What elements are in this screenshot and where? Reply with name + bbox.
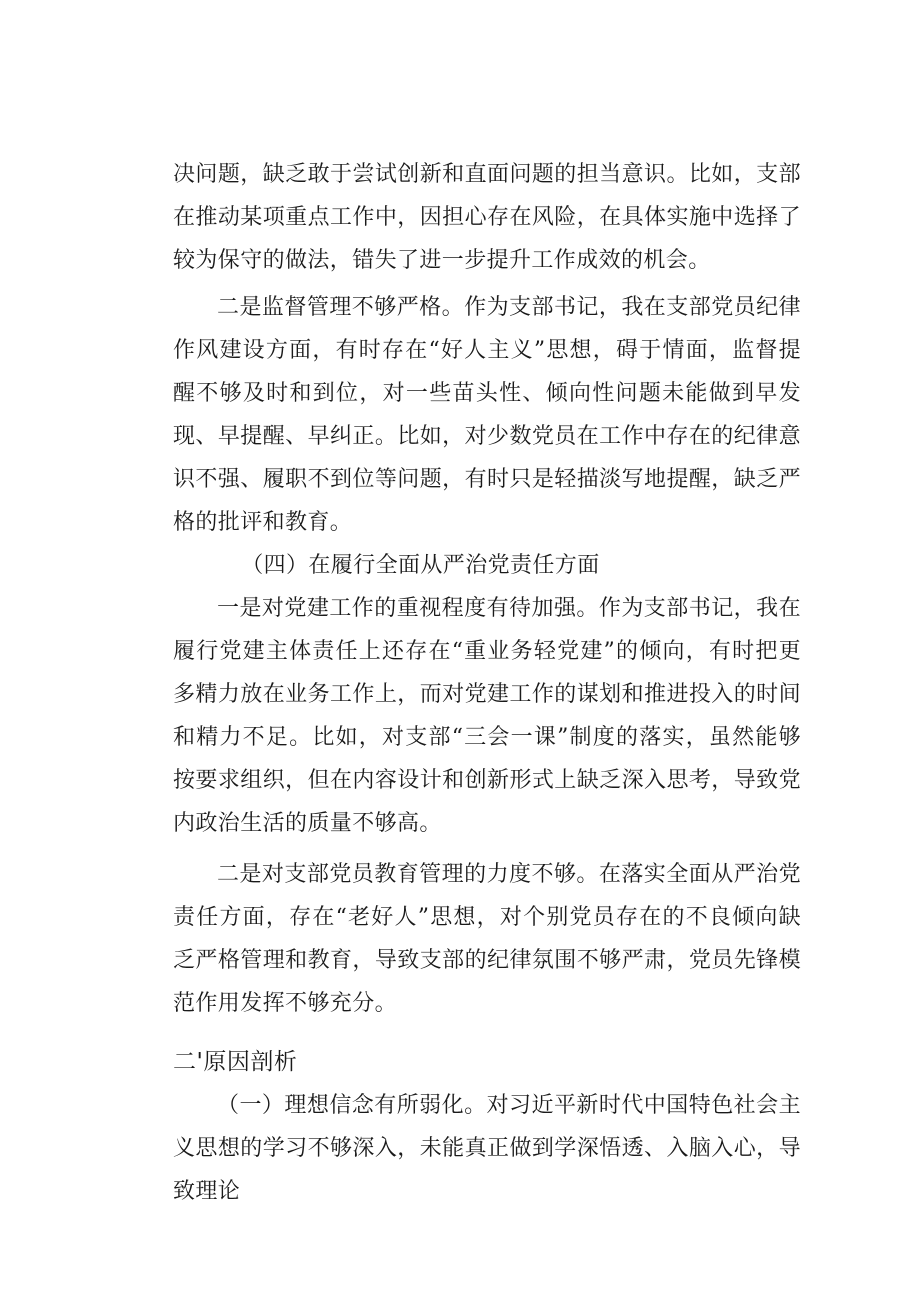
paragraph-party-building: 一是对党建工作的重视程度有待加强。作为支部书记，我在履行党建主体责任上还存在“重业务轻党建”的倾向，有时把更多精力放在业务工作上，而对党建工作的谋划和推进投入的时间和精力不足。比如，对支部“三会一课”制度的落实，虽然能够按要求组织，但在内容设计和创新形式上缺乏深入思考，导致党内政治生活的质量不够高。 — [173, 596, 801, 836]
subsection-heading: （四）在履行全面从严治党责任方面 — [241, 553, 600, 578]
paragraph-supervision: 二是监督管理不够严格。作为支部书记，我在支部党员纪律作风建设方面，有时存在“好人主义”思想，碍于情面，监督提醒不够及时和到位，对一些苗头性、倾向性问题未能做到早发现、早提醒、早纠正。比如，对少数党员在工作中存在的纪律意识不强、履职不到位等问题，有时只是轻描淡写地提醒，缺乏严格的批评和教育。 — [173, 295, 801, 535]
paragraph-member-education: 二是对支部党员教育管理的力度不够。在落实全面从严治党责任方面，存在“老好人”思想，对个别党员存在的不良倾向缺乏严格管理和教育，导致支部的纪律氛围不够严肃，党员先锋模范作用发挥不够充分。 — [173, 862, 801, 1016]
section-heading-cause-analysis: 二'原因剖析 — [173, 1049, 298, 1075]
paragraph-ideals-beliefs: （一）理想信念有所弱化。对习近平新时代中国特色社会主义思想的学习不够深入，未能真正做到学深悟透、入脑入心，导致理论 — [173, 1093, 801, 1204]
document-body — [173, 153, 801, 1213]
paragraph-continuation: 决问题，缺乏敢于尝试创新和直面问题的担当意识。比如，支部在推动某项重点工作中，因担心存在风险，在具体实施中选择了较为保守的做法，错失了进一步提升工作成效的机会。 — [173, 162, 801, 273]
